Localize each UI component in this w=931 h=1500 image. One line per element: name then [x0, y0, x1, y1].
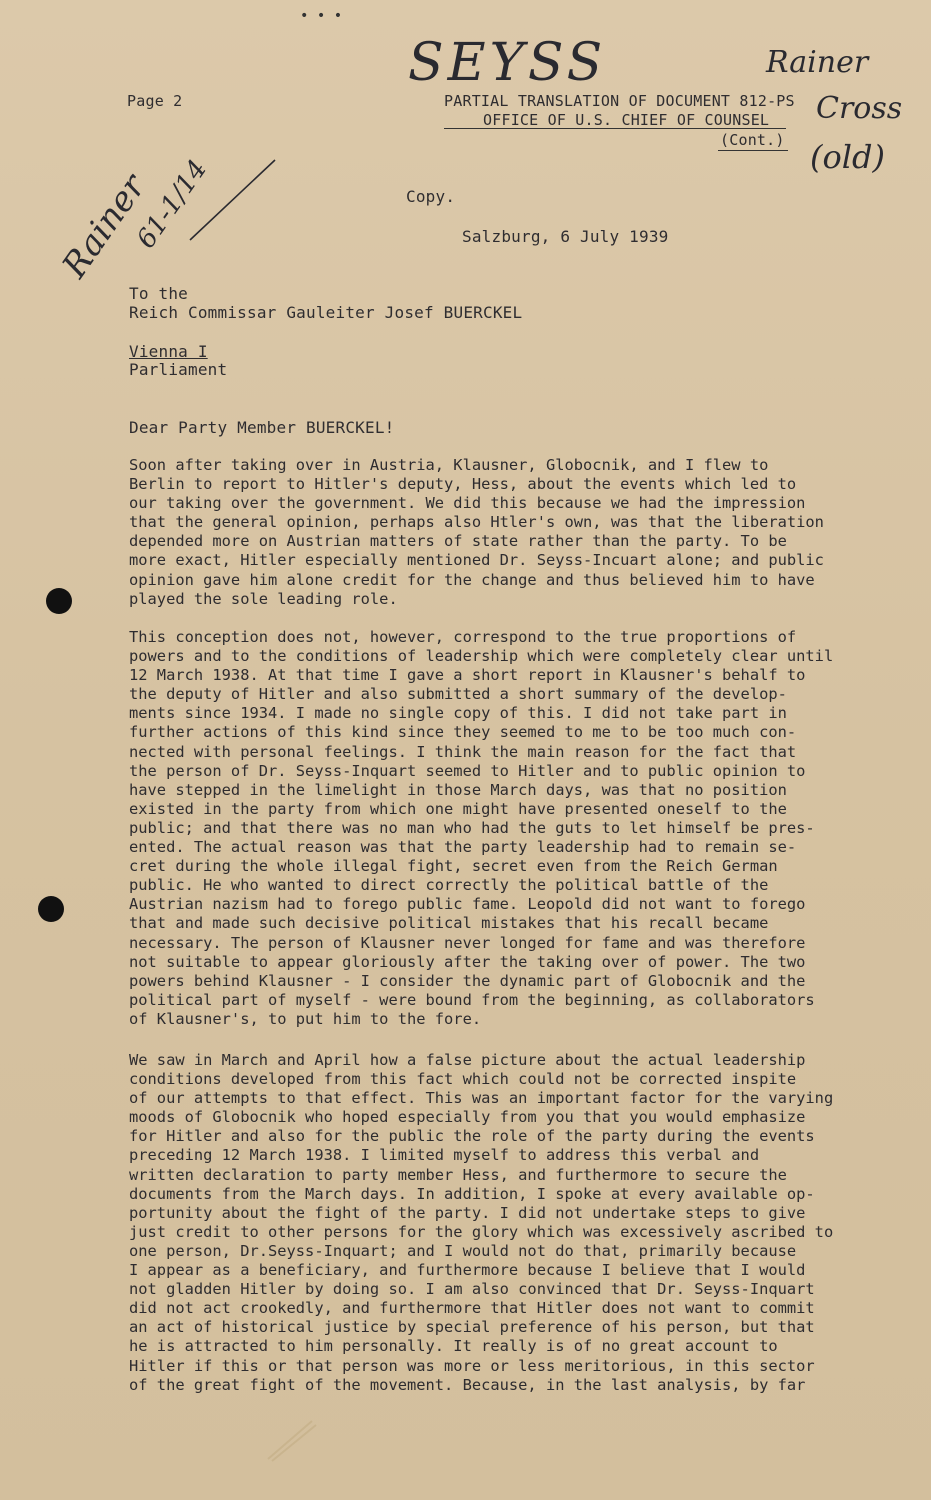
- continued-label: (Cont.): [720, 131, 785, 149]
- text-line: existed in the party from which one might have presented oneself to the: [129, 799, 787, 818]
- text-line: opinion gave him alone credit for the change and thus believed him to have: [129, 570, 815, 589]
- text-line: Austrian nazism had to forego public fame. Leopold did not want to forego: [129, 895, 806, 914]
- text-line: the deputy of Hitler and also submitted a short summary of the develop-: [129, 685, 787, 704]
- text-line: documents from the March days. In addition, I spoke at every available op-: [129, 1184, 815, 1203]
- text-line: depended more on Austrian matters of state rather than the party. To be: [129, 532, 787, 551]
- text-line: more exact, Hitler especially mentioned Dr. Seyss-Incuart alone; and public: [129, 551, 824, 570]
- svg-text:SEYSS: SEYSS: [408, 33, 607, 93]
- text-line: I appear as a beneficiary, and furthermore because I believe that I would: [129, 1261, 806, 1280]
- pencil-mark: [262, 1415, 322, 1465]
- text-line: We saw in March and April how a false picture about the actual leadership: [129, 1051, 806, 1069]
- punch-hole-top: [46, 588, 72, 614]
- svg-text:Rainer: Rainer: [766, 45, 869, 80]
- text-line: ented. The actual reason was that the party leadership had to remain se-: [129, 838, 797, 857]
- header-rule: [444, 128, 786, 129]
- address-city: Vienna I: [129, 342, 208, 361]
- text-line: have stepped in the limelight in those March days, was that no position: [129, 780, 787, 799]
- punch-hole-bottom: [38, 896, 64, 922]
- text-line: portunity about the fight of the party. I did not undertake steps to give: [129, 1203, 806, 1222]
- text-line: further actions of this kind since they seemed to me to be too much con-: [129, 723, 797, 742]
- text-line: played the sole leading role.: [129, 589, 398, 608]
- handwritten-seyss: [400, 20, 620, 100]
- text-line: political part of myself - were bound from the beginning, as collaborators: [129, 990, 815, 1009]
- text-line: of the great fight of the movement. Because, in the last analysis, by far: [129, 1375, 806, 1394]
- text-line: ments since 1934. I made no single copy of this. I did not take part in: [129, 704, 787, 723]
- text-line: cret during the whole illegal fight, secret even from the Reich German: [129, 857, 778, 876]
- text-line: Hitler if this or that person was more or less meritorious, in this sector: [129, 1356, 815, 1375]
- svg-text:Cross: Cross: [816, 91, 903, 126]
- address-building: Parliament: [129, 360, 228, 379]
- text-line: powers behind Klausner - I consider the dynamic part of Globocnik and the: [129, 971, 806, 990]
- header-rule-bottom: [718, 150, 788, 151]
- text-line: moods of Globocnik who hoped especially from you that you would emphasize: [129, 1108, 806, 1127]
- copy-label: Copy.: [406, 187, 456, 206]
- text-line: did not act crookedly, and furthermore that Hitler does not want to commit: [129, 1299, 815, 1318]
- text-line: 12 March 1938. At that time I gave a short report in Klausner's behalf to: [129, 666, 806, 685]
- text-line: public; and that there was no man who had the guts to let himself be pres-: [129, 818, 815, 837]
- text-line: public. He who wanted to direct correctly the political battle of the: [129, 876, 769, 895]
- text-line: just credit to other persons for the glory which was excessively ascribed to: [129, 1222, 834, 1241]
- text-line: not suitable to appear gloriously after the taking over of power. The two: [129, 952, 806, 971]
- place-date: Salzburg, 6 July 1939: [462, 227, 669, 246]
- text-line: nected with personal feelings. I think the main reason for the fact that: [129, 742, 797, 761]
- text-line: of our attempts to that effect. This was an important factor for the varying: [129, 1089, 834, 1108]
- text-line: preceding 12 March 1938. I limited myself to address this verbal and: [129, 1146, 760, 1165]
- text-line: that and made such decisive political mistakes that his recall became: [129, 914, 769, 933]
- text-line: Soon after taking over in Austria, Klausner, Globocnik, and I flew to: [129, 456, 769, 474]
- text-line: an act of historical justice by special preference of his person, but that: [129, 1318, 815, 1337]
- ink-marks-top: • • •: [300, 8, 343, 24]
- handwritten-left-notes: [40, 40, 300, 300]
- text-line: for Hitler and also for the public the role of the party during the events: [129, 1127, 815, 1146]
- text-line: conditions developed from this fact which could not be corrected inspite: [129, 1070, 797, 1089]
- text-line: not gladden Hitler by doing so. I am also convinced that Dr. Seyss-Inquart: [129, 1280, 815, 1299]
- text-line: necessary. The person of Klausner never longed for fame and was therefore: [129, 933, 806, 952]
- text-line: he is attracted to him personally. It really is of no great account to: [129, 1337, 778, 1356]
- office-title: OFFICE OF U.S. CHIEF OF COUNSEL: [483, 111, 770, 129]
- text-line: our taking over the government. We did this because we had the impression: [129, 494, 806, 513]
- svg-text:61-1/14: 61-1/14: [131, 154, 214, 255]
- salutation: Dear Party Member BUERCKEL!: [129, 418, 395, 437]
- svg-text:Rainer: Rainer: [54, 167, 154, 286]
- page-number: Page 2: [127, 92, 183, 110]
- text-line: of Klausner's, to put him to the fore.: [129, 1009, 482, 1028]
- paragraph-3: [129, 1051, 869, 1395]
- document-title: PARTIAL TRANSLATION OF DOCUMENT 812-PS: [444, 92, 795, 110]
- text-line: that the general opinion, perhaps also Htler's own, was that the liberation: [129, 513, 824, 532]
- text-line: Berlin to report to Hitler's deputy, Hess, about the events which led to: [129, 475, 797, 494]
- addressee-line-2: Reich Commissar Gauleiter Josef BUERCKEL: [129, 303, 523, 322]
- text-line: This conception does not, however, correspond to the true proportions of: [129, 628, 797, 646]
- text-line: powers and to the conditions of leadership which were completely clear until: [129, 647, 834, 666]
- paragraph-1: [129, 456, 869, 609]
- paragraph-2: [129, 628, 869, 1029]
- text-line: the person of Dr. Seyss-Inquart seemed to Hitler and to public opinion to: [129, 761, 806, 780]
- text-line: written declaration to party member Hess, and furthermore to secure the: [129, 1165, 787, 1184]
- svg-text:(old): (old): [810, 138, 885, 176]
- text-line: one person, Dr.Seyss-Inquart; and I would not do that, primarily because: [129, 1241, 797, 1260]
- addressee-line-1: To the: [129, 284, 188, 303]
